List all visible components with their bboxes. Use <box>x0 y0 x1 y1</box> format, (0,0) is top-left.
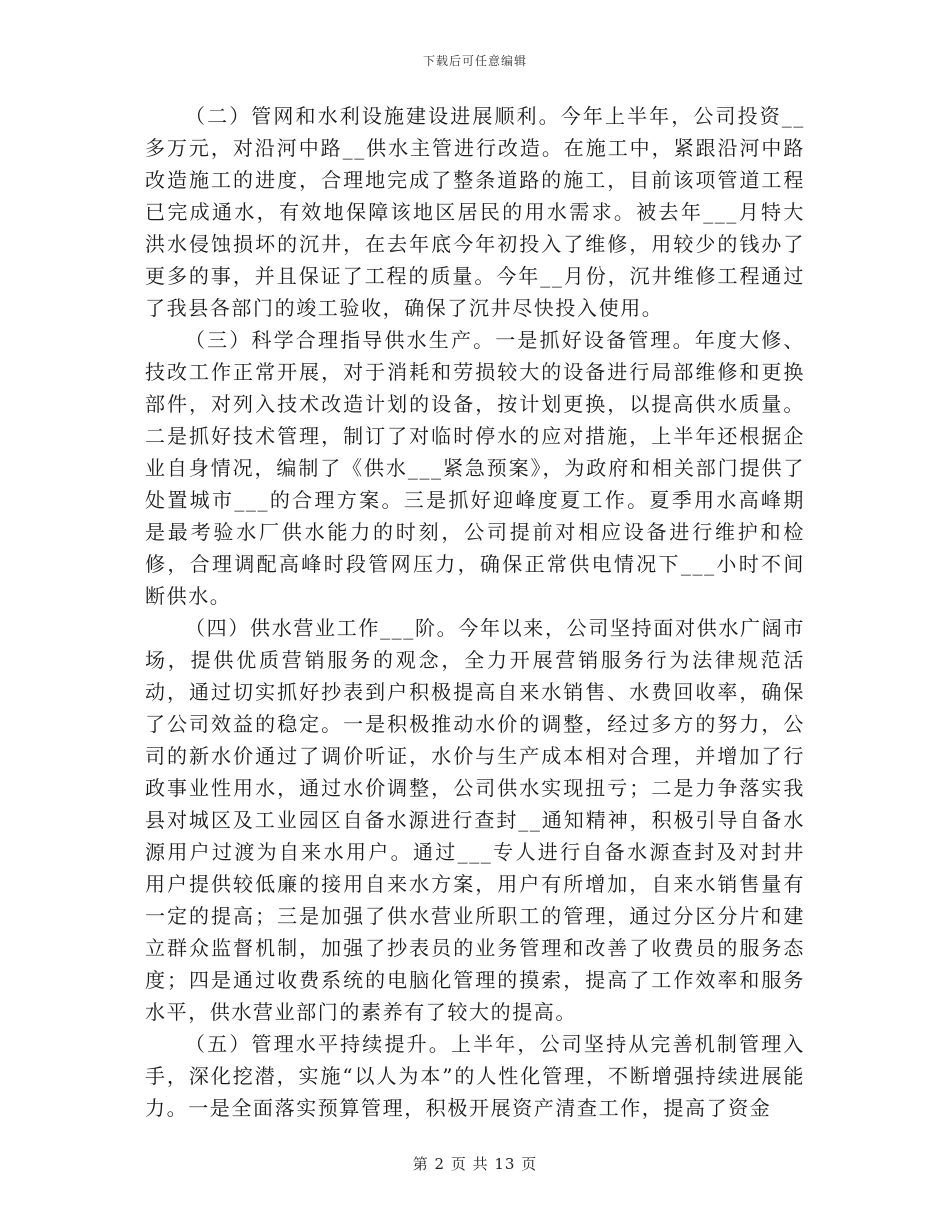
header-note: 下载后可任意编辑 <box>422 54 527 68</box>
paragraph-water-sales: （四）供水营业工作___阶。今年以来，公司坚持面对供水广阔市场，提供优质营销服务的观念，全力开展营销服务行为法律规范活动，通过切实抓好抄表到户积极提高自来水销售、水费回收率，确保了公司效益的稳定。一是积极推动水价的调整，经过多方的努力，公司的新水价通过了调价听证，水价与生产成本相对合理，并增加了行政事业性用水，通过水价调整，公司供水实现扭亏；二是力争落实我县对城区及工业园区自备水源进行查封__通知精神，积极引导自备水源用户过渡为自来水用户。通过___专人进行自备水源查封及对封井用户提供较低廉的接用自来水方案，用户有所增加，自来水销售量有一定的提高；三是加强了供水营业所职工的管理，通过分区分片和建立群众监督机制，加强了抄表员的业务管理和改善了收费员的服务态度；四是通过收费系统的电脑化管理的摸索，提高了工作效率和服务水平，供水营业部门的素养有了较大的提高。 <box>145 616 805 1024</box>
page-number: 第 2 页 共 13 页 <box>412 1155 538 1173</box>
document-body <box>145 100 805 1124</box>
paragraph-pipe-network: （二）管网和水利设施建设进展顺利。今年上半年，公司投资__多万元，对沿河中路__供水主管进行改造。在施工中，紧跟沿河中路改造施工的进度，合理地完成了整条道路的施工，目前该项管道工程已完成通水，有效地保障该地区居民的用水需求。被去年___月特大洪水侵蚀损坏的沉井，在去年底今年初投入了维修，用较少的钱办了更多的事，并且保证了工程的质量。今年__月份，沉井维修工程通过了我县各部门的竣工验收，确保了沉井尽快投入使用。 <box>145 104 805 320</box>
paragraph-water-production: （三）科学合理指导供水生产。一是抓好设备管理。年度大修、技改工作正常开展，对于消耗和劳损较大的设备进行局部维修和更换部件，对列入技术改造计划的设备，按计划更换，以提高供水质量。二是抓好技术管理，制订了对临时停水的应对措施，上半年还根据企业自身情况，编制了《供水___紧急预案》，为政府和相关部门提供了处置城市___的合理方案。三是抓好迎峰度夏工作。夏季用水高峰期是最考验水厂供水能力的时刻，公司提前对相应设备进行维护和检修，合理调配高峰时段管网压力，确保正常供电情况下___小时不间断供水。 <box>145 328 805 608</box>
paragraph-management: （五）管理水平持续提升。上半年，公司坚持从完善机制管理入手，深化挖潜，实施“以人为本”的人性化管理，不断增强持续进展能力。一是全面落实预算管理，积极开展资产清查工作，提高了资金 <box>145 1032 805 1120</box>
